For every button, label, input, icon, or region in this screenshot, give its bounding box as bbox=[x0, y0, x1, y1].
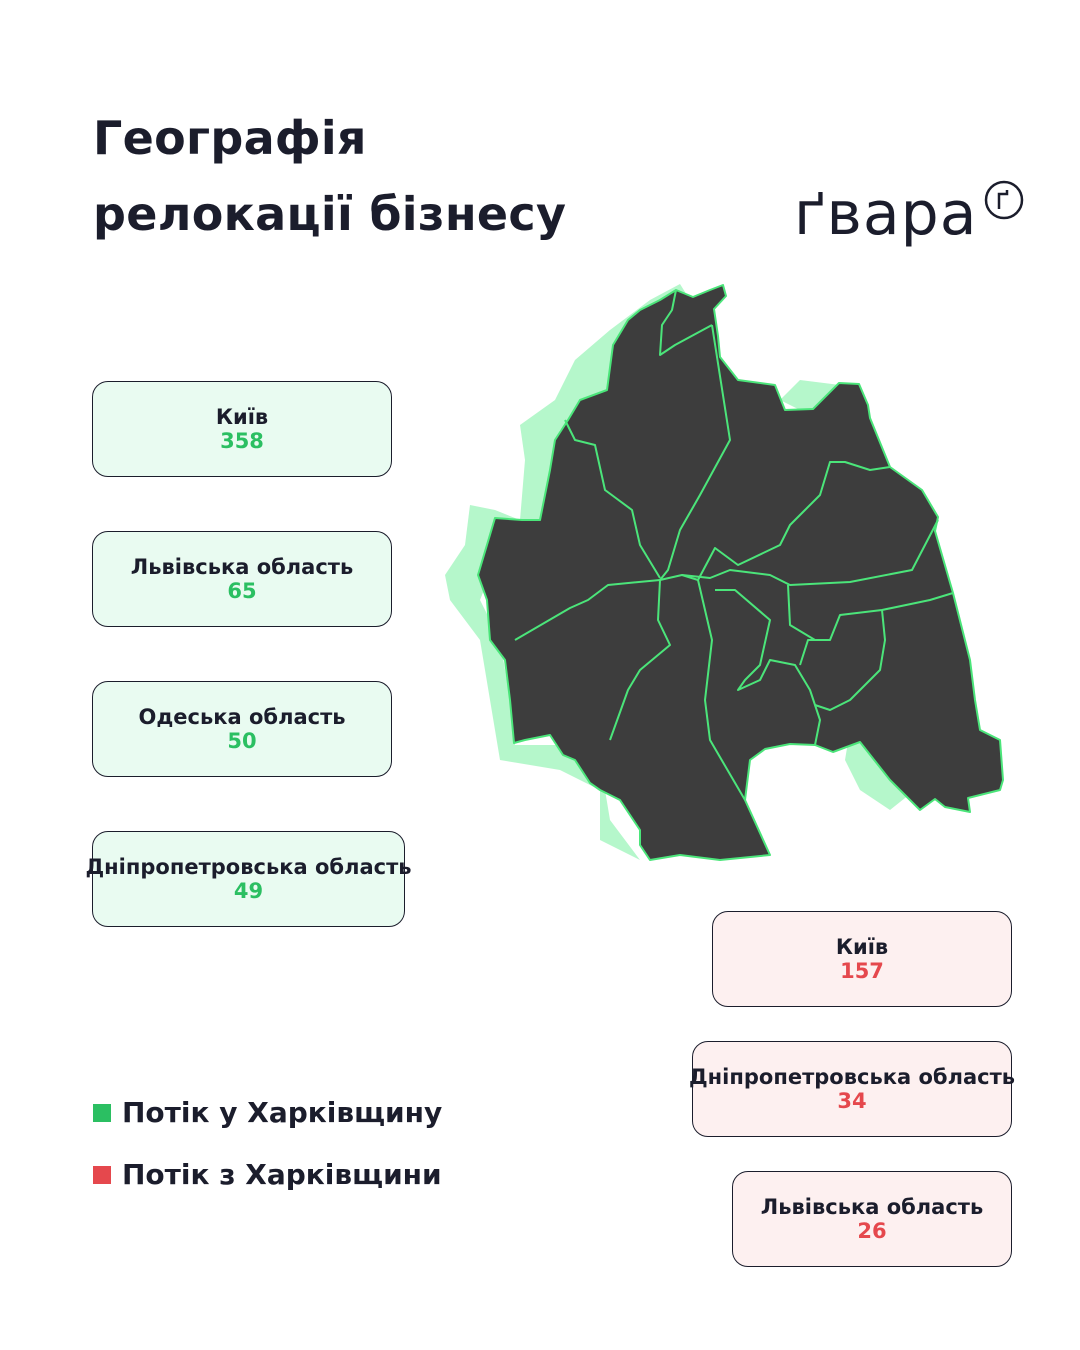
outflow-region-value: 34 bbox=[837, 1089, 867, 1113]
inflow-region-name: Львівська область bbox=[130, 555, 354, 579]
inflow-region-name: Дніпропетровська область bbox=[85, 855, 412, 879]
inflow-region-value: 358 bbox=[220, 429, 264, 453]
legend-swatch-green bbox=[93, 1104, 111, 1122]
title-line-2: релокації бізнесу bbox=[93, 187, 567, 241]
outflow-region-name: Львівська область bbox=[760, 1195, 984, 1219]
legend-label: Потік з Харківщини bbox=[122, 1158, 442, 1191]
legend-item-inflow bbox=[93, 1095, 442, 1131]
outflow-card-kyiv bbox=[712, 911, 1012, 1007]
oblast-shape bbox=[478, 285, 1003, 860]
inflow-card-kyiv bbox=[92, 381, 392, 477]
outflow-region-value: 26 bbox=[857, 1219, 887, 1243]
inflow-card-lviv bbox=[92, 531, 392, 627]
outflow-region-name: Київ bbox=[835, 935, 889, 959]
outflow-card-lviv bbox=[732, 1171, 1012, 1267]
legend-item-outflow bbox=[93, 1157, 442, 1193]
inflow-region-name: Одеська область bbox=[138, 705, 346, 729]
inflow-region-value: 65 bbox=[227, 579, 257, 603]
brand-logo: ґвара bbox=[794, 179, 978, 249]
outflow-region-value: 157 bbox=[840, 959, 884, 983]
inflow-card-dnipro bbox=[85, 831, 412, 927]
inflow-region-name: Київ bbox=[215, 405, 269, 429]
inflow-card-odesa bbox=[92, 681, 392, 777]
inflow-region-value: 50 bbox=[227, 729, 257, 753]
outflow-region-name: Дніпропетровська область bbox=[688, 1065, 1016, 1089]
outflow-card-dnipro bbox=[688, 1041, 1016, 1137]
legend-swatch-red bbox=[93, 1166, 111, 1184]
inflow-region-value: 49 bbox=[233, 879, 264, 903]
title-line-1: Географія bbox=[93, 111, 367, 165]
legend-label: Потік у Харківщину bbox=[122, 1096, 443, 1129]
